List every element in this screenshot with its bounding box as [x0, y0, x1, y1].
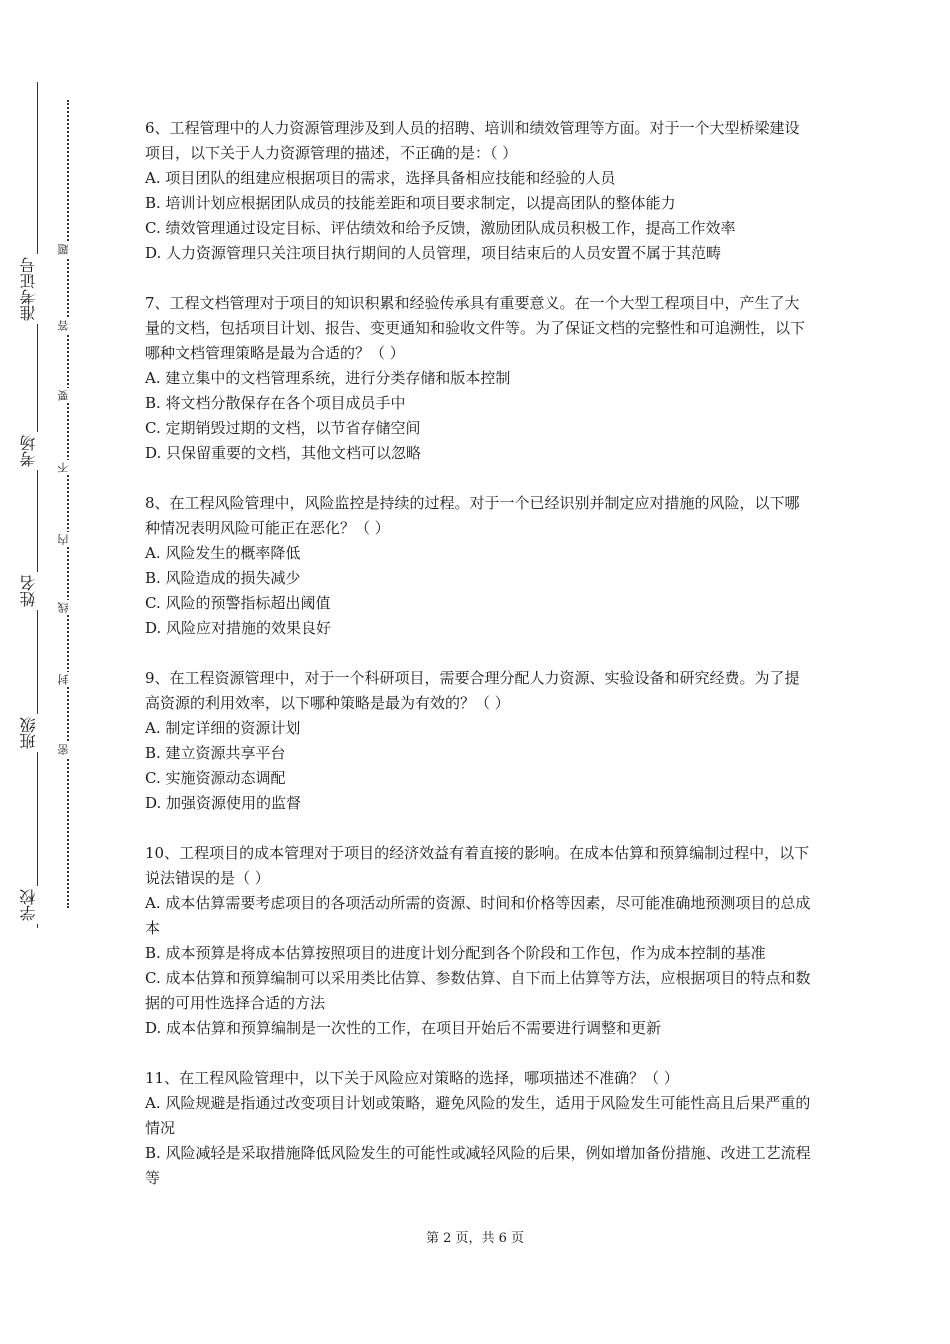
option-a: A. 风险发生的概率降低 — [145, 544, 301, 562]
question-stem: 6、工程管理中的人力资源管理涉及到人员的招聘、培训和绩效管理等方面。对于一个大型桥梁建设项目，以下关于人力资源管理的描述，不正确的是：（ ） — [145, 119, 800, 162]
option-b: B. 风险减轻是采取措施降低风险发生的可能性或减轻风险的后果，例如增加备份措施、改进工艺流程等 — [145, 1144, 811, 1187]
question-stem: 9、在工程资源管理中，对于一个科研项目，需要合理分配人力资源、实验设备和研究经费。为了提高资源的利用效率，以下哪种策略是最为有效的？（ ） — [145, 669, 800, 712]
option-b: B. 将文档分散保存在各个项目成员手中 — [145, 394, 406, 412]
option-a: A. 风险规避是指通过改变项目计划或策略，避免风险的发生，适用于风险发生可能性高且后果严重的情况 — [145, 1094, 811, 1137]
option-a: A. 项目团队的组建应根据项目的需求，选择具备相应技能和经验的人员 — [145, 169, 616, 187]
option-a: A. 制定详细的资源计划 — [145, 719, 301, 737]
seal-char: 要 — [58, 388, 78, 403]
school-label: 学校 — [21, 886, 53, 924]
class-label: 班级 — [21, 714, 53, 752]
option-c: C. 定期销毁过期的文档，以节省存储空间 — [145, 419, 421, 437]
page-footer: 第 2 页，共 6 页 — [425, 1231, 525, 1246]
question-list — [145, 116, 813, 1216]
option-a: A. 建立集中的文档管理系统，进行分类存储和版本控制 — [145, 369, 511, 387]
seal-char: 答 — [58, 318, 78, 333]
question-7 — [145, 291, 813, 466]
seal-char: 题 — [58, 242, 78, 257]
question-stem: 8、在工程风险管理中，风险监控是持续的过程。对于一个已经识别并制定应对措施的风险，以下哪种情况表明风险可能正在恶化？（ ） — [145, 494, 800, 537]
option-d: D. 风险应对措施的效果良好 — [145, 619, 332, 637]
seal-char: 封 — [58, 672, 78, 687]
option-d: D. 人力资源管理只关注项目执行期间的人员管理，项目结束后的人员安置不属于其范畴 — [145, 244, 722, 262]
option-b: B. 培训计划应根据团队成员的技能差距和项目要求制定，以提高团队的整体能力 — [145, 194, 676, 212]
seal-char: 不 — [58, 460, 78, 475]
question-6 — [145, 116, 813, 266]
question-8 — [145, 491, 813, 641]
question-stem: 7、工程文档管理对于项目的知识积累和经验传承具有重要意义。在一个大型工程项目中，产生了大量的文档，包括项目计划、报告、变更通知和验收文件等。为了保证文档的完整性和可追溯性，以下哪种文档管理策略是最为合适的？（ ） — [145, 294, 806, 362]
option-c: C. 成本估算和预算编制可以采用类比估算、参数估算、自下而上估算等方法，应根据项目的特点和数据的可用性选择合适的方法 — [145, 969, 811, 1012]
option-b: B. 风险造成的损失减少 — [145, 569, 301, 587]
question-stem: 10、工程项目的成本管理对于项目的经济效益有着直接的影响。在成本估算和预算编制过程中，以下说法错误的是（ ） — [145, 844, 810, 887]
name-label: 姓名 — [21, 572, 53, 610]
option-b: B. 成本预算是将成本估算按照项目的进度计划分配到各个阶段和工作包，作为成本控制的基准 — [145, 944, 766, 962]
question-stem: 11、在工程风险管理中，以下关于风险应对策略的选择，哪项描述不准确？（ ） — [145, 1069, 679, 1087]
seal-char: 密 — [58, 742, 78, 757]
option-d: D. 只保留重要的文档，其他文档可以忽略 — [145, 444, 422, 462]
option-c: C. 风险的预警指标超出阈值 — [145, 594, 331, 612]
option-c: C. 绩效管理通过设定目标、评估绩效和给予反馈，激励团队成员积极工作，提高工作效率 — [145, 219, 736, 237]
binding-solid-line — [37, 82, 38, 928]
option-d: D. 加强资源使用的监督 — [145, 794, 302, 812]
question-11 — [145, 1066, 813, 1191]
binding-margin — [0, 0, 110, 1344]
option-c: C. 实施资源动态调配 — [145, 769, 286, 787]
question-9 — [145, 666, 813, 816]
option-a: A. 成本估算需要考虑项目的各项活动所需的资源、时间和价格等因素，尽可能准确地预测项目的总成本 — [145, 894, 811, 937]
seal-char: 线 — [58, 600, 78, 615]
option-d: D. 成本估算和预算编制是一次性的工作，在项目开始后不需要进行调整和更新 — [145, 1019, 662, 1037]
option-b: B. 建立资源共享平台 — [145, 744, 286, 762]
seal-char: 内 — [58, 532, 78, 547]
question-10 — [145, 841, 813, 1041]
exam-number-label: 准考证号 — [21, 254, 53, 324]
exam-room-label: 考场 — [21, 432, 53, 470]
binding-dotted-line — [67, 100, 69, 908]
